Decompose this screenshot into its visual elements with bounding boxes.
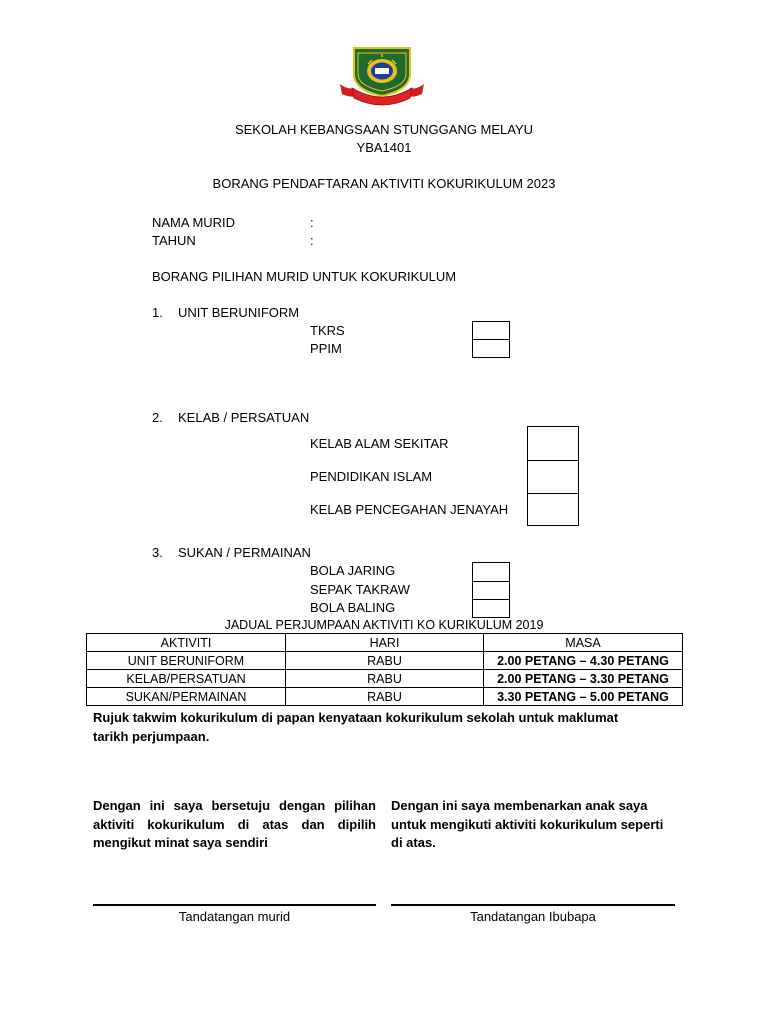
option-checkbox[interactable]: [472, 321, 510, 340]
option-label: KELAB ALAM SEKITAR: [310, 436, 449, 451]
section-number: 2.: [152, 410, 163, 425]
school-name: SEKOLAH KEBANGSAAN STUNGGANG MELAYU: [234, 122, 534, 137]
table-row: [87, 652, 683, 670]
column-header: HARI: [286, 634, 484, 652]
section-title: KELAB / PERSATUAN: [178, 410, 310, 425]
table-cell: SUKAN/PERMAINAN: [87, 688, 286, 706]
option-checkbox[interactable]: [472, 339, 510, 358]
column-header: AKTIVITI: [87, 634, 286, 652]
school-crest-icon: [338, 44, 426, 106]
table-cell: UNIT BERUNIFORM: [87, 652, 286, 670]
table-cell: RABU: [286, 688, 484, 706]
table-cell: KELAB/PERSATUAN: [87, 670, 286, 688]
table-cell: 3.30 PETANG – 5.00 PETANG: [484, 688, 683, 706]
parent-signature-line: [391, 904, 675, 906]
section-number: 3.: [152, 545, 163, 560]
form-title: BORANG PENDAFTARAN AKTIVITI KOKURIKULUM 2023: [212, 176, 556, 191]
option-checkbox[interactable]: [472, 599, 510, 618]
option-label: KELAB PENCEGAHAN JENAYAH: [310, 502, 509, 517]
column-header: MASA: [484, 634, 683, 652]
table-header-row: [87, 634, 683, 652]
option-checkbox[interactable]: [527, 426, 579, 461]
section-title: SUKAN / PERMAINAN: [178, 545, 311, 560]
section-number: 1.: [152, 305, 163, 320]
table-row: [87, 670, 683, 688]
option-label: PENDIDIKAN ISLAM: [310, 469, 433, 484]
section-title: UNIT BERUNIFORM: [178, 305, 300, 320]
option-checkbox[interactable]: [472, 562, 510, 582]
school-code: YBA1401: [356, 140, 412, 155]
table-cell: RABU: [286, 652, 484, 670]
option-label: TKRS: [310, 323, 345, 338]
schedule-note: Rujuk takwim kokurikulum di papan kenyataan kokurikulum sekolah untuk maklumat tarikh perjumpaan.: [93, 710, 619, 744]
student-signature-label: Tandatangan murid: [178, 909, 291, 924]
option-label: SEPAK TAKRAW: [310, 582, 410, 597]
option-label: PPIM: [310, 341, 342, 356]
choice-heading: BORANG PILIHAN MURID UNTUK KOKURIKULUM: [152, 269, 457, 284]
table-cell: 2.00 PETANG – 4.30 PETANG: [484, 652, 683, 670]
option-label: BOLA BALING: [310, 600, 396, 615]
option-checkbox[interactable]: [527, 460, 579, 494]
schedule-title: JADUAL PERJUMPAAN AKTIVITI KO KURIKULUM 2019: [224, 618, 544, 632]
student-year-label: TAHUN: [152, 233, 196, 248]
schedule-table: [86, 633, 683, 706]
student-consent-text: Dengan ini saya bersetuju dengan pilihan aktiviti kokurikulum di atas dan dipilih mengikut minat saya sendiri: [93, 798, 376, 850]
parent-signature-label: Tandatangan Ibubapa: [470, 909, 596, 924]
student-name-label: NAMA MURID: [152, 215, 236, 230]
table-cell: 2.00 PETANG – 3.30 PETANG: [484, 670, 683, 688]
student-signature-line: [93, 904, 376, 906]
option-label: BOLA JARING: [310, 563, 396, 578]
parent-consent-text: Dengan ini saya membenarkan anak saya untuk mengikuti aktiviti kokurikulum seperti di atas.: [391, 798, 664, 850]
option-checkbox[interactable]: [472, 581, 510, 600]
student-name-colon: :: [310, 215, 314, 230]
table-cell: RABU: [286, 670, 484, 688]
student-year-colon: :: [310, 233, 314, 248]
option-checkbox[interactable]: [527, 493, 579, 526]
table-row: [87, 688, 683, 706]
